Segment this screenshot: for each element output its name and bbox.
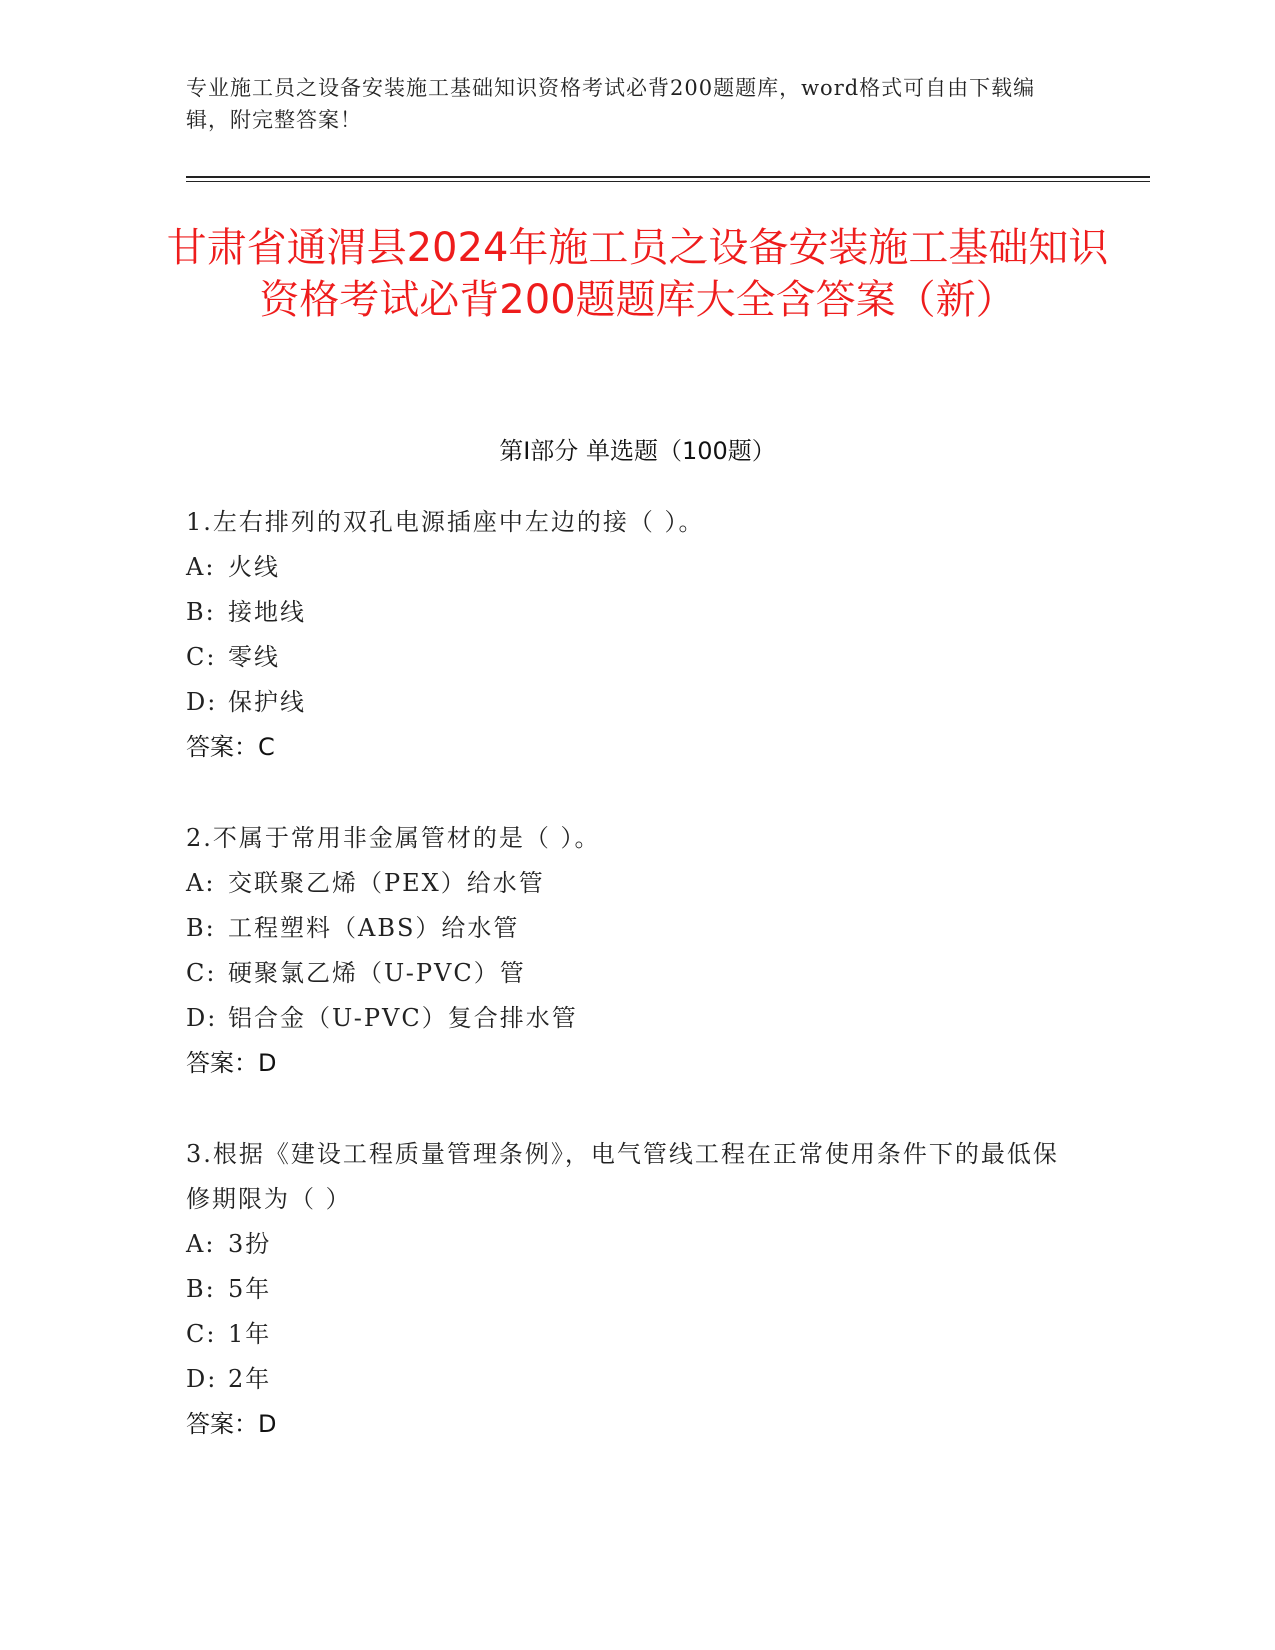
question-3	[186, 1132, 1066, 1447]
option-key: D:	[186, 1365, 218, 1393]
question-stem: 3.根据《建设工程质量管理条例》，电气管线工程在正常使用条件下的最低保修期限为（ ）	[186, 1140, 1059, 1213]
option-text: 工程塑料（ABS）给水管	[228, 914, 520, 942]
option-key: C:	[186, 643, 217, 671]
option-b	[186, 590, 1066, 635]
option-key: D:	[186, 688, 218, 716]
option-c	[186, 1312, 1066, 1357]
option-text: 硬聚氯乙烯（U-PVC）管	[228, 959, 526, 987]
header-rule-thin	[186, 181, 1150, 182]
option-a	[186, 545, 1066, 590]
option-text: 零线	[228, 643, 280, 671]
option-key: A:	[186, 1230, 216, 1258]
question-1	[186, 500, 1066, 770]
question-stem: 1.左右排列的双孔电源插座中左边的接（ ）。	[186, 508, 705, 536]
document-title: 甘肃省通渭县2024年施工员之设备安装施工基础知识资格考试必背200题题库大全含答案（新）	[166, 225, 1109, 323]
option-text: 2年	[228, 1365, 272, 1393]
option-b	[186, 1267, 1066, 1312]
option-text: 铝合金（U-PVC）复合排水管	[228, 1004, 578, 1032]
option-a	[186, 861, 1066, 906]
answer: 答案：D	[186, 1410, 277, 1438]
option-key: B:	[186, 1275, 216, 1303]
option-key: A:	[186, 553, 216, 581]
option-key: D:	[186, 1004, 218, 1032]
option-d	[186, 1357, 1066, 1402]
option-key: C:	[186, 1320, 217, 1348]
option-text: 接地线	[228, 598, 306, 626]
answer: 答案：C	[186, 733, 275, 761]
option-d	[186, 996, 1066, 1041]
option-d	[186, 680, 1066, 725]
answer: 答案：D	[186, 1049, 277, 1077]
section-heading: 第I部分 单选题（100题）	[499, 437, 776, 465]
option-text: 交联聚乙烯（PEX）给水管	[228, 869, 545, 897]
option-text: 3扮	[228, 1230, 272, 1258]
option-key: B:	[186, 914, 216, 942]
option-text: 火线	[228, 553, 280, 581]
question-stem: 2.不属于常用非金属管材的是（ ）。	[186, 824, 601, 852]
option-text: 5年	[228, 1275, 272, 1303]
header-rule-thick	[186, 176, 1150, 178]
option-text: 1年	[228, 1320, 272, 1348]
option-b	[186, 906, 1066, 951]
question-2	[186, 816, 1066, 1086]
option-key: B:	[186, 598, 216, 626]
header-note: 专业施工员之设备安装施工基础知识资格考试必背200题题库，word格式可自由下载编辑，附完整答案！	[186, 76, 1036, 132]
option-text: 保护线	[228, 688, 306, 716]
option-key: C:	[186, 959, 217, 987]
option-c	[186, 951, 1066, 996]
option-a	[186, 1222, 1066, 1267]
option-c	[186, 635, 1066, 680]
option-key: A:	[186, 869, 216, 897]
